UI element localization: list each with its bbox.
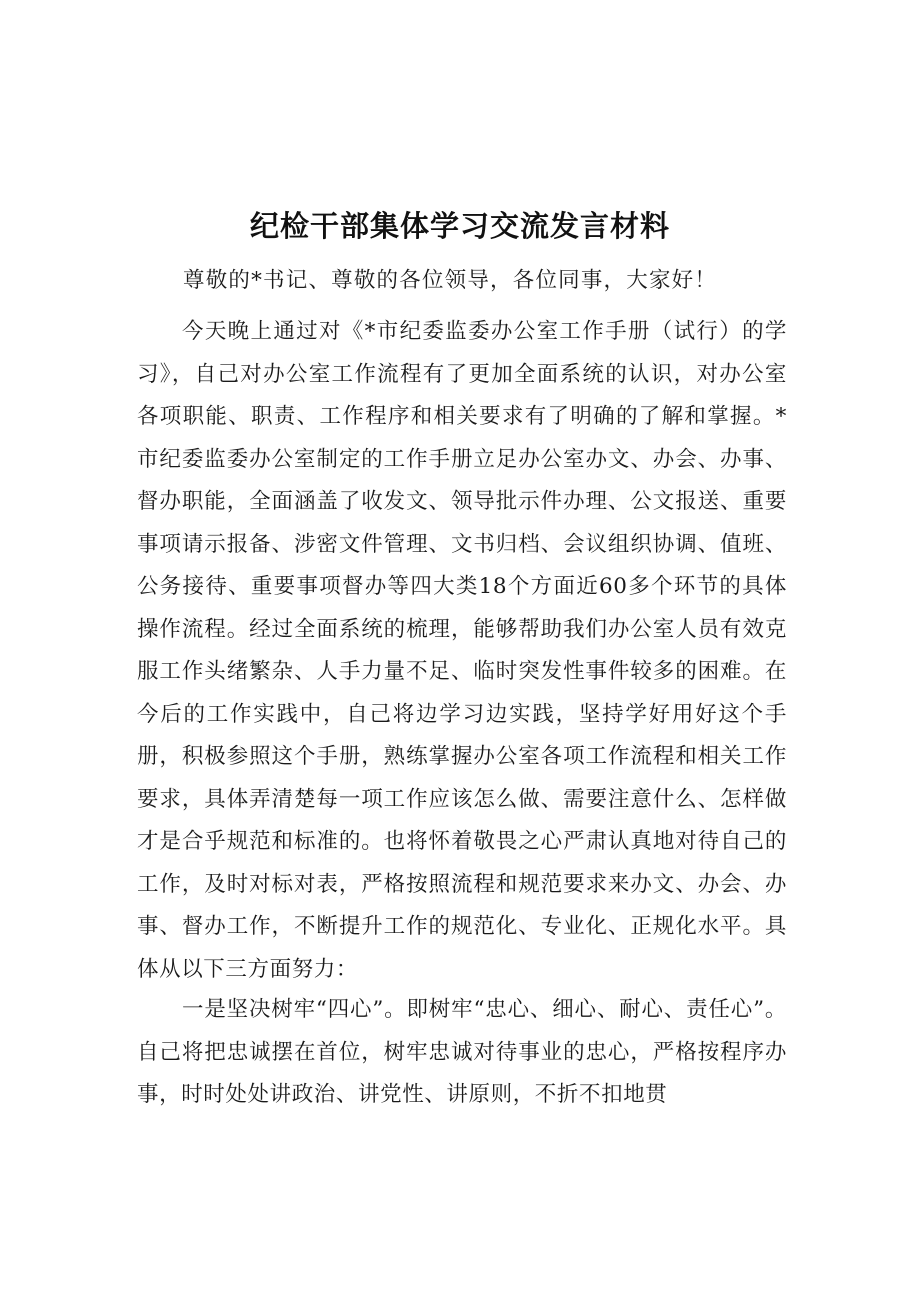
paragraph-1: 今天晚上通过对《*市纪委监委办公室工作手册（试行）的学习》，自己对办公室工作流程有了更加全面系统的认识，对办公室各项职能、职责、工作程序和相关要求有了明确的了解和掌握。*市纪委监委办公室制定的工作手册立足办公室办文、办会、办事、督办职能，全面涵盖了收发文、领导批示件办理、公文报送、重要事项请示报备、涉密文件管理、文书归档、会议组织协调、值班、公务接待、重要事项督办等四大类18个方面近60多个环节的具体操作流程。经过全面系统的梳理，能够帮助我们办公室人员有效克服工作头绪繁杂、人手力量不足、临时突发性事件较多的困难。在今后的工作实践中，自己将边学习边实践，坚持学好用好这个手册，积极参照这个手册，熟练掌握办公室各项工作流程和相关工作要求，具体弄清楚每一项工作应该怎么做、需要注意什么、怎样做才是合乎规范和标准的。也将怀着敬畏之心严肃认真地对待自己的工作，及时对标对表，严格按照流程和规范要求来办文、办会、办事、督办工作，不断提升工作的规范化、专业化、正规化水平。具体从以下三方面努力： xyxy=(137,319,787,982)
document-title: 纪检干部集体学习交流发言材料 xyxy=(249,209,670,243)
greeting-line: 尊敬的*书记、尊敬的各位领导，各位同事，大家好！ xyxy=(183,268,718,293)
paragraph-2: 一是坚决树牢“四心”。即树牢“忠心、细心、耐心、责任心”。自己将把忠诚摆在首位，树牢忠诚对待事业的忠心，严格按程序办事，时时处处讲政治、讲党性、讲原则，不折不扣地贯 xyxy=(137,997,787,1107)
